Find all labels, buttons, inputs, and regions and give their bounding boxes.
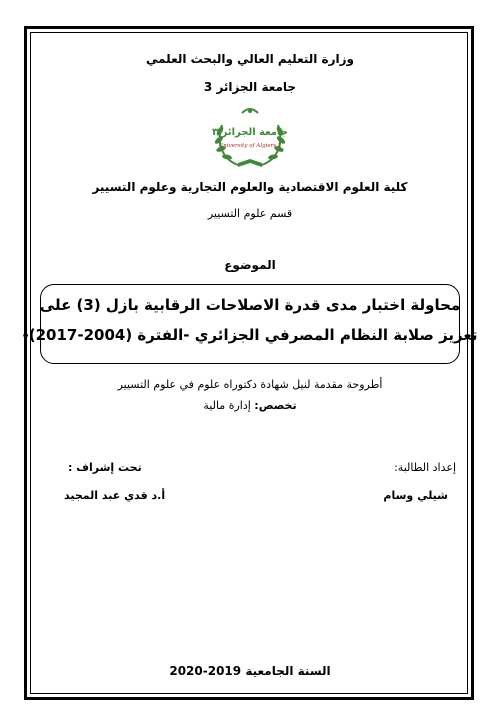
department-name: قسم علوم التسيير <box>207 207 293 220</box>
logo-english-text: University of Algiers 3 <box>218 143 282 149</box>
thesis-title-line-2: تعزيز صلابة النظام المصرفي الجزائري -الفترة (2004-2017)- <box>22 326 478 344</box>
prepared-by-label: إعداد الطالبة: <box>394 461 456 474</box>
thesis-description: أطروحة مقدمة لنيل شهادة دكتوراه علوم في علوم التسيير <box>117 378 383 391</box>
ministry-name: وزارة التعليم العالي والبحث العلمي <box>145 52 355 66</box>
academic-year: السنة الجامعية 2019-2020 <box>169 664 331 678</box>
topic-label: الموضوع <box>224 258 276 272</box>
specialty <box>0 399 500 412</box>
university-name: جامعة الجزائر 3 <box>203 80 297 94</box>
student-name: شيلي وسام <box>383 489 448 502</box>
specialty-label: تخصص: <box>254 399 297 412</box>
specialty-value: إدارة مالية <box>203 399 255 412</box>
thesis-title-line-1: محاولة اختبار مدى قدرة الاصلاحات الرقابية بازل (3) على <box>39 296 461 314</box>
faculty-name: كلية العلوم الاقتصادية والعلوم التجارية وعلوم التسيير <box>92 180 408 194</box>
supervisor-name: أ.د قدي عبد المجيد <box>64 489 166 502</box>
supervisor-label: تحت إشراف : <box>68 461 142 474</box>
university-logo <box>208 103 292 171</box>
logo-arabic-text: جامعة الجزائر ٣ <box>212 127 288 138</box>
